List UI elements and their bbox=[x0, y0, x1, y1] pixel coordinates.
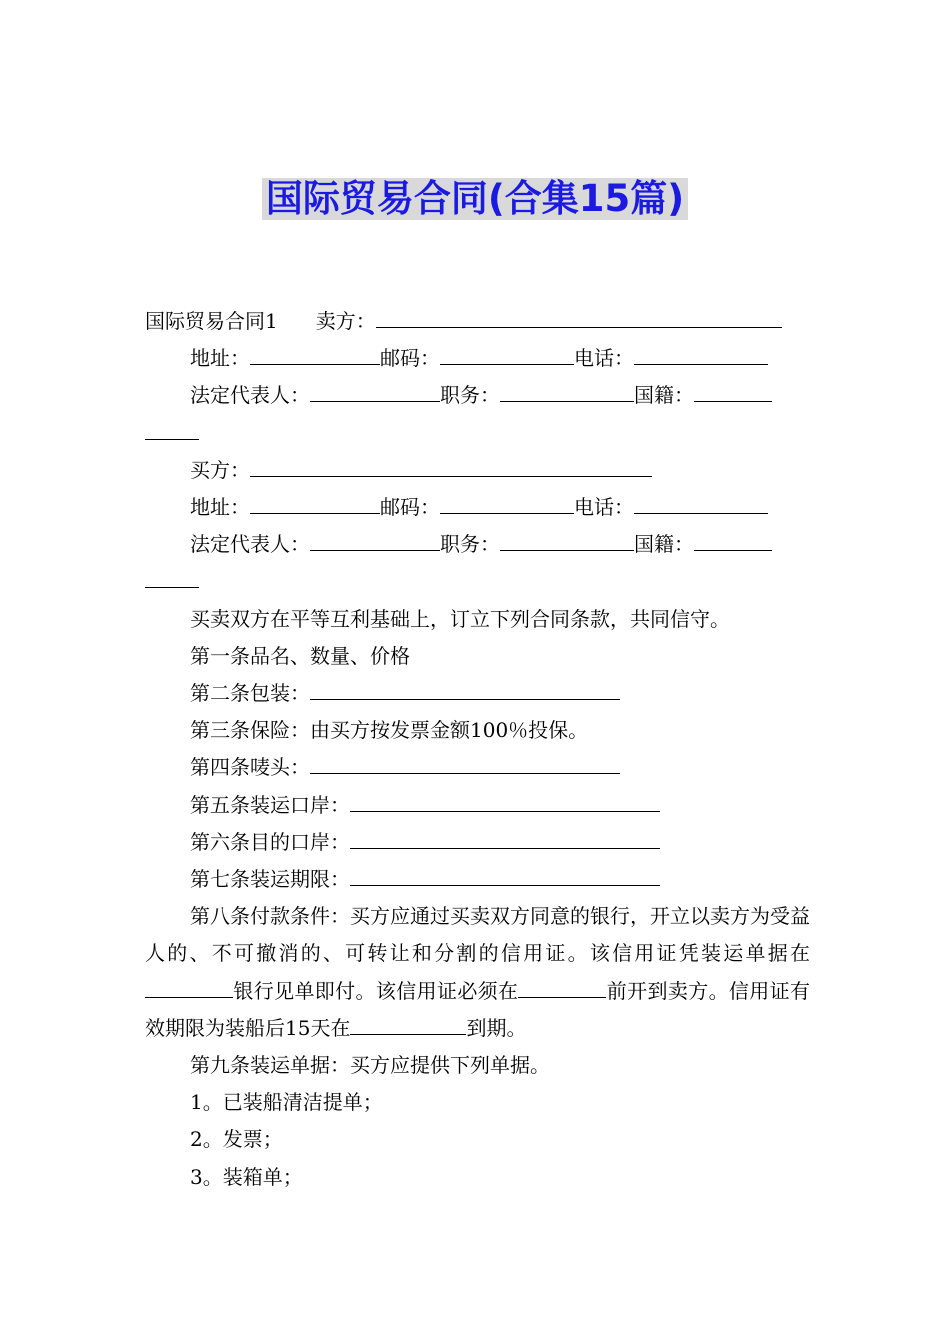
nationality-blank bbox=[694, 385, 772, 402]
clause-7-text: 第七条装运期限： bbox=[190, 867, 350, 892]
rep-blank bbox=[310, 534, 440, 551]
bank-blank bbox=[145, 981, 233, 998]
address-blank bbox=[250, 348, 380, 365]
date-blank bbox=[518, 981, 606, 998]
clause-8-text-b: 银行见单即付。该信用证必须在 bbox=[233, 978, 519, 1003]
clause-2 bbox=[145, 675, 810, 712]
document-title: 国际贸易合同(合集15篇) bbox=[262, 178, 688, 220]
contract-heading: 国际贸易合同1 bbox=[145, 309, 278, 333]
destination-port-blank bbox=[350, 832, 660, 849]
address-label: 地址： bbox=[190, 346, 250, 371]
clause-1: 第一条品名、数量、价格 bbox=[190, 643, 410, 668]
address-label: 地址： bbox=[190, 495, 250, 520]
postcode-label: 邮码： bbox=[380, 346, 440, 371]
clause-5-text: 第五条装运口岸： bbox=[190, 792, 350, 817]
clause-8 bbox=[145, 898, 810, 1047]
nationality-label: 国籍： bbox=[634, 383, 694, 408]
clause-8-text-d: 到期。 bbox=[466, 1015, 527, 1040]
position-label: 职务： bbox=[440, 383, 500, 408]
seller-address-line bbox=[145, 340, 810, 377]
phone-blank bbox=[634, 497, 768, 514]
document-item-3: 3。装箱单； bbox=[190, 1164, 303, 1189]
rep-label: 法定代表人： bbox=[190, 383, 310, 408]
nationality-blank-cont bbox=[145, 571, 199, 588]
document-item-2: 2。发票； bbox=[190, 1127, 283, 1152]
packing-blank bbox=[310, 683, 620, 700]
document-title-wrap bbox=[0, 178, 950, 220]
loading-port-blank bbox=[350, 795, 660, 812]
phone-blank bbox=[634, 348, 768, 365]
postcode-blank bbox=[440, 348, 574, 365]
position-blank bbox=[500, 385, 634, 402]
clause-5 bbox=[145, 787, 810, 824]
marks-blank bbox=[310, 757, 620, 774]
nationality-blank bbox=[694, 534, 772, 551]
clause-4 bbox=[145, 749, 810, 786]
seller-label: 卖方： bbox=[315, 309, 376, 333]
phone-label: 电话： bbox=[574, 346, 634, 371]
document-item-1: 1。已装船清洁提单； bbox=[190, 1090, 383, 1115]
shipment-period-blank bbox=[350, 869, 660, 886]
position-label: 职务： bbox=[440, 532, 500, 557]
clause-8-text-a: 第八条付款条件：买方应通过买卖双方同意的银行，开立以卖方为受益人的、不可撤消的、可转让和分割的信用证。该信用证凭装运单据在 bbox=[145, 904, 810, 966]
seller-rep-line bbox=[145, 377, 810, 414]
rep-label: 法定代表人： bbox=[190, 532, 310, 557]
intro-paragraph: 买卖双方在平等互利基础上，订立下列合同条款，共同信守。 bbox=[190, 606, 730, 631]
seller-line bbox=[145, 303, 810, 340]
buyer-blank bbox=[250, 460, 652, 477]
buyer-label: 买方： bbox=[190, 457, 250, 482]
phone-label: 电话： bbox=[574, 495, 634, 520]
clause-9: 第九条装运单据：买方应提供下列单据。 bbox=[190, 1053, 550, 1078]
postcode-label: 邮码： bbox=[380, 495, 440, 520]
clause-3: 第三条保险：由买方按发票金额100％投保。 bbox=[190, 718, 589, 743]
buyer-address-line bbox=[145, 489, 810, 526]
buyer-rep-line bbox=[145, 526, 810, 563]
address-blank bbox=[250, 497, 380, 514]
seller-blank bbox=[376, 311, 782, 328]
nationality-blank-cont bbox=[145, 423, 199, 440]
postcode-blank bbox=[440, 497, 574, 514]
rep-blank bbox=[310, 385, 440, 402]
nationality-label: 国籍： bbox=[634, 532, 694, 557]
clause-4-text: 第四条唛头： bbox=[190, 755, 310, 780]
clause-6-text: 第六条目的口岸： bbox=[190, 829, 350, 854]
clause-8-text-c: 前开到卖方。信用证有效期限为装船后15天在 bbox=[145, 978, 811, 1040]
buyer-rep-line-wrap bbox=[145, 563, 810, 600]
seller-rep-line-wrap bbox=[145, 415, 810, 452]
clause-7 bbox=[145, 861, 810, 898]
document-body bbox=[145, 303, 810, 1196]
place-blank bbox=[350, 1018, 466, 1035]
position-blank bbox=[500, 534, 634, 551]
buyer-line bbox=[145, 452, 810, 489]
clause-2-text: 第二条包装： bbox=[190, 681, 310, 706]
clause-6 bbox=[145, 824, 810, 861]
